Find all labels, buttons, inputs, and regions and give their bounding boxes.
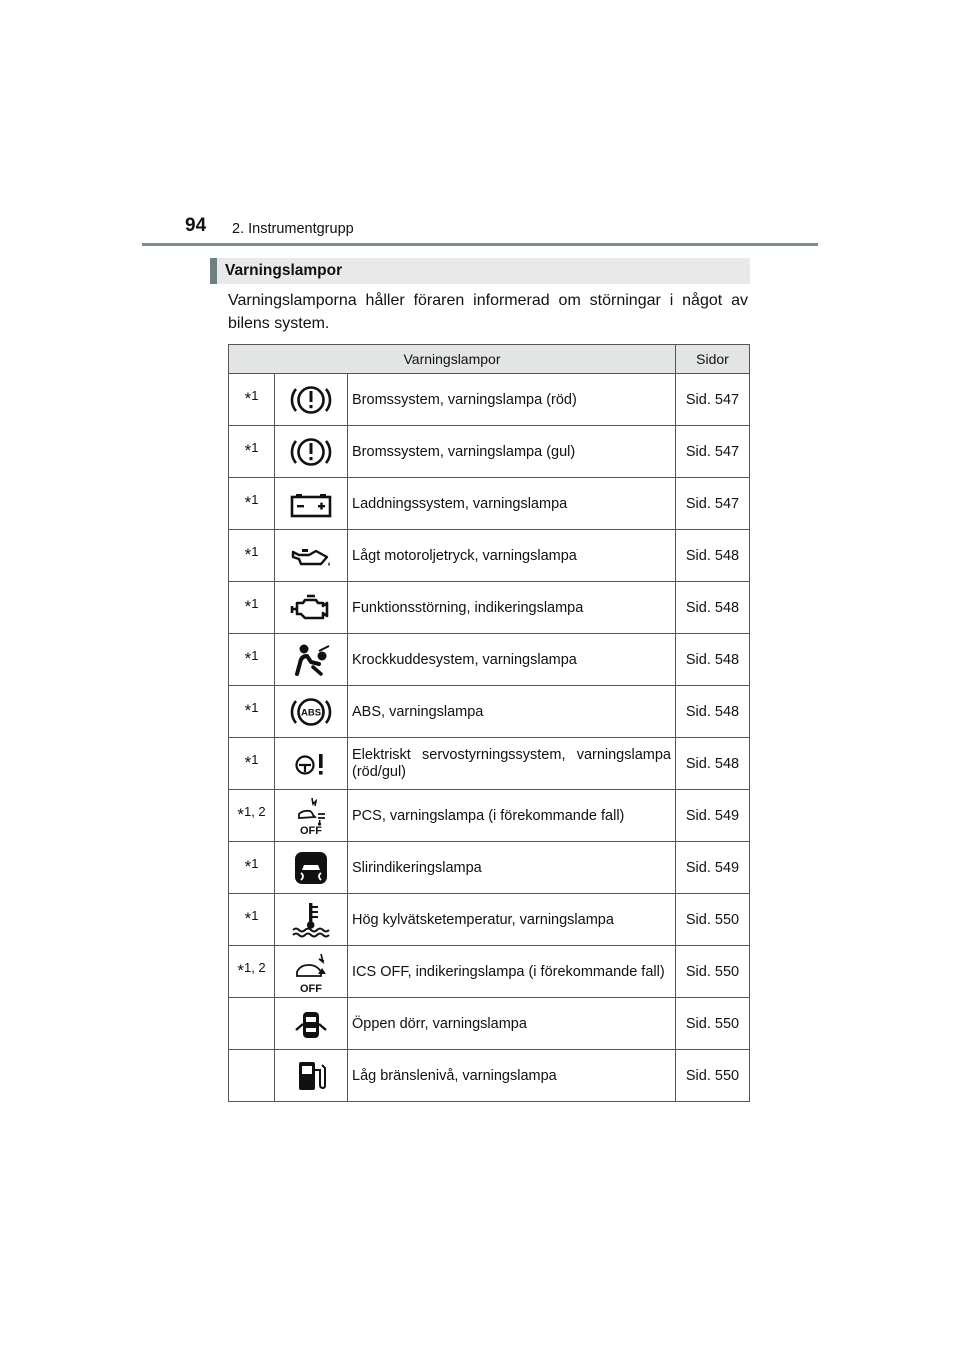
icon-cell [275,790,348,842]
header-pages: Sidor [676,345,750,374]
lamp-description: Slirindikeringslampa [348,842,676,894]
footnote-mark: *1 [244,544,259,564]
icon-cell [275,946,348,998]
oil-pressure-icon [289,534,333,578]
lamp-description: Bromssystem, varningslampa (röd) [348,374,676,426]
icon-cell [275,582,348,634]
lamp-description: Krockkuddesystem, varningslampa [348,634,676,686]
engine-check-icon [289,586,333,630]
page-reference: Sid. 549 [676,842,750,894]
svg-text:ABS: ABS [300,707,322,718]
footnote-mark-cell [229,374,275,426]
lamp-description: Öppen dörr, varningslampa [348,998,676,1050]
footnote-mark-cell [229,1050,275,1102]
footnote-mark-cell [229,946,275,998]
page-reference: Sid. 550 [676,946,750,998]
table-row [229,894,750,946]
page-reference: Sid. 548 [676,634,750,686]
footnote-mark-cell [229,842,275,894]
page-reference: Sid. 550 [676,998,750,1050]
icon-cell [275,998,348,1050]
footnote-mark: *1 [244,388,259,408]
table-row [229,686,750,738]
page-reference: Sid. 548 [676,738,750,790]
abs-icon [289,690,333,734]
page-reference: Sid. 550 [676,1050,750,1102]
table-row [229,998,750,1050]
slip-indicator-icon [289,846,333,890]
footnote-mark: *1 [244,908,259,928]
ics-off-icon [289,950,333,994]
svg-text:OFF: OFF [300,982,322,994]
table-row [229,946,750,998]
battery-icon [289,482,333,526]
icon-cell [275,738,348,790]
footnote-mark: *1, 2 [237,960,266,980]
icon-cell [275,686,348,738]
table-row [229,478,750,530]
brake-warning-icon [289,378,333,422]
footnote-mark: *1 [244,856,259,876]
icon-cell [275,894,348,946]
table-row [229,530,750,582]
pcs-off-icon [289,794,333,838]
page-reference: Sid. 548 [676,582,750,634]
steering-warning-icon [289,742,333,786]
brake-warning-icon [289,430,333,474]
footnote-mark-cell [229,530,275,582]
low-fuel-icon [289,1054,333,1098]
section-bar [210,258,750,284]
footnote-mark: *1 [244,596,259,616]
lamp-description: ICS OFF, indikeringslampa (i förekommande fall) [348,946,676,998]
footnote-mark: *1 [244,700,259,720]
table-row [229,634,750,686]
table-row [229,842,750,894]
footnote-mark-cell [229,634,275,686]
table-row [229,426,750,478]
table-row [229,790,750,842]
footnote-mark-cell [229,894,275,946]
header-rule [142,243,818,246]
footnote-mark: *1 [244,752,259,772]
open-door-icon [289,1002,333,1046]
table-row [229,1050,750,1102]
page-reference: Sid. 550 [676,894,750,946]
icon-cell [275,374,348,426]
section-title: Varningslampor [225,262,343,279]
lamp-description: Elektriskt servostyrningssystem, varningslampa (röd/gul) [348,738,676,790]
table-row [229,582,750,634]
header-lamps: Varningslampor [229,345,676,374]
footnote-mark: *1 [244,492,259,512]
footnote-mark-cell [229,478,275,530]
page-reference: Sid. 547 [676,374,750,426]
footnote-mark-cell [229,998,275,1050]
svg-text:OFF: OFF [300,824,322,837]
footnote-mark: *1 [244,440,259,460]
table-row [229,374,750,426]
icon-cell [275,842,348,894]
page-reference: Sid. 549 [676,790,750,842]
icon-cell [275,478,348,530]
page-reference: Sid. 547 [676,478,750,530]
chapter-title: 2. Instrumentgrupp [232,221,354,237]
coolant-temp-icon [289,898,333,942]
intro-paragraph: Varningslamporna håller föraren informerad om störningar i något av bilens system. [228,292,748,332]
page-reference: Sid. 548 [676,530,750,582]
lamp-description: Låg bränslenivå, varningslampa [348,1050,676,1102]
icon-cell [275,1050,348,1102]
icon-cell [275,634,348,686]
footnote-mark: *1, 2 [237,804,266,824]
lamp-description: Hög kylvätsketemperatur, varningslampa [348,894,676,946]
footnote-mark-cell [229,426,275,478]
lamp-description: Lågt motoroljetryck, varningslampa [348,530,676,582]
table-row [229,738,750,790]
footnote-mark-cell [229,686,275,738]
table-header-row [229,345,750,374]
page-reference: Sid. 548 [676,686,750,738]
lamp-description: Funktionsstörning, indikeringslampa [348,582,676,634]
page-number: 94 [185,215,207,236]
footnote-mark-cell [229,738,275,790]
warning-lamps-table [228,344,750,1102]
footnote-mark: *1 [244,648,259,668]
icon-cell [275,426,348,478]
lamp-description: Bromssystem, varningslampa (gul) [348,426,676,478]
icon-cell [275,530,348,582]
lamp-description: ABS, varningslampa [348,686,676,738]
lamp-description: Laddningssystem, varningslampa [348,478,676,530]
lamp-description: PCS, varningslampa (i förekommande fall) [348,790,676,842]
footnote-mark-cell [229,790,275,842]
footnote-mark-cell [229,582,275,634]
airbag-icon [289,638,333,682]
page-reference: Sid. 547 [676,426,750,478]
